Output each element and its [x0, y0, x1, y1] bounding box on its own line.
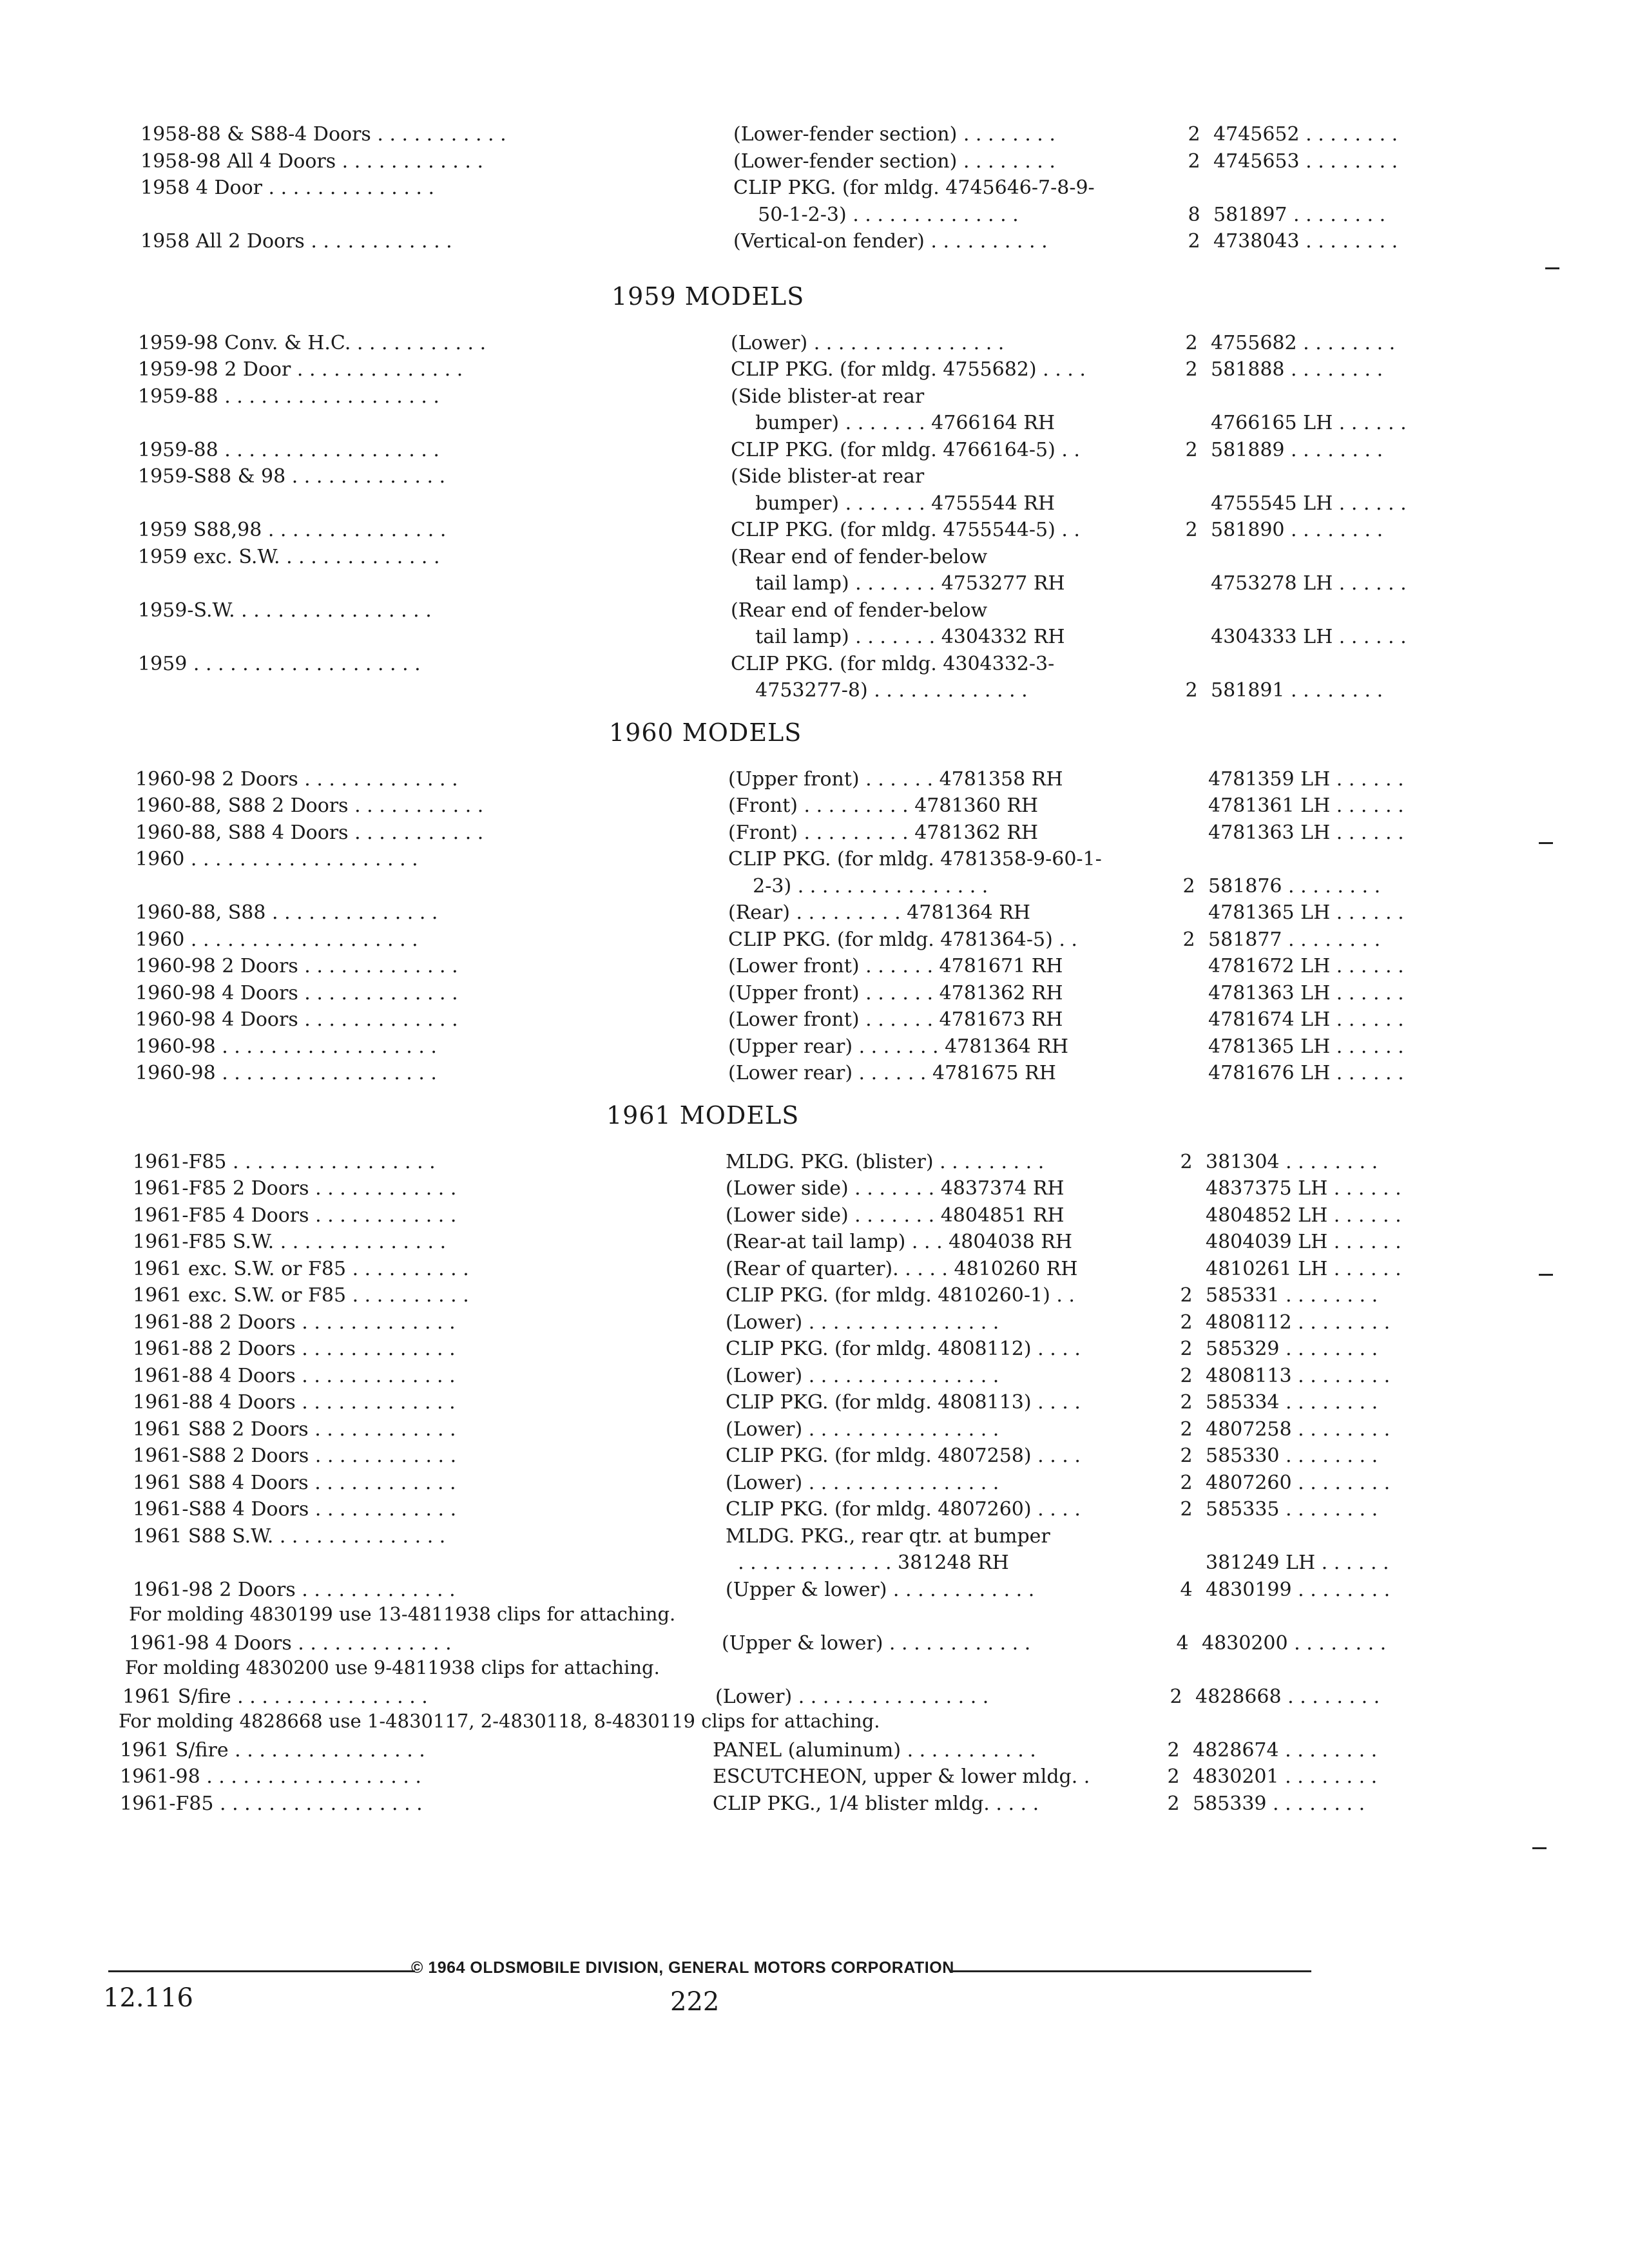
quantity-cell: 2: [1180, 1391, 1193, 1414]
parts-row: [138, 544, 1629, 571]
parts-row: [133, 1389, 1629, 1416]
description-cell: 2-3) . . . . . . . . . . . . . . . .: [728, 875, 988, 898]
parts-row: [135, 820, 1629, 847]
parts-row: [133, 1496, 1629, 1523]
part-number-cell: 4828668 . . . . . . . .: [1195, 1686, 1380, 1708]
part-number-cell: 4808112 . . . . . . . .: [1206, 1311, 1391, 1334]
model-year-cell: 1959-88 . . . . . . . . . . . . . . . . . .: [138, 385, 439, 408]
parts-row: [140, 148, 1629, 175]
description-cell: CLIP PKG. (for mldg. 4766164-5) . .: [731, 439, 1080, 461]
model-year-cell: 1960 . . . . . . . . . . . . . . . . . . .: [135, 928, 418, 951]
description-cell: . . . . . . . . . . . . . 381248 RH: [726, 1552, 1009, 1574]
description-cell: (Lower-fender section) . . . . . . . .: [733, 150, 1055, 173]
part-number-cell: 4781674 LH . . . . . .: [1208, 1008, 1404, 1031]
description-cell: bumper) . . . . . . . 4766164 RH: [731, 412, 1055, 434]
parts-row: [140, 202, 1629, 229]
quantity-cell: 2: [1188, 230, 1200, 253]
quantity-cell: 2: [1167, 1792, 1180, 1815]
description-cell: (Front) . . . . . . . . . 4781360 RH: [728, 794, 1039, 817]
part-number-cell: 581888 . . . . . . . .: [1211, 358, 1383, 381]
parts-row: [133, 1443, 1629, 1470]
parts-row: [138, 624, 1629, 651]
description-cell: (Upper & lower) . . . . . . . . . . . .: [726, 1579, 1035, 1601]
model-year-cell: 1960-98 . . . . . . . . . . . . . . . . . .: [135, 1062, 437, 1084]
model-year-cell: 1961 S88 4 Doors . . . . . . . . . . . .: [133, 1472, 456, 1494]
quantity-cell: 2: [1167, 1765, 1180, 1788]
model-year-cell: 1961 S88 2 Doors . . . . . . . . . . . .: [133, 1418, 456, 1441]
model-year-cell: 1958 All 2 Doors . . . . . . . . . . . .: [140, 230, 452, 253]
description-cell: (Rear) . . . . . . . . . 4781364 RH: [728, 901, 1031, 924]
description-cell: (Vertical-on fender) . . . . . . . . . .: [733, 230, 1048, 253]
model-year-cell: 1961 S/fire . . . . . . . . . . . . . . . .: [120, 1739, 425, 1762]
parts-row: [133, 1149, 1629, 1176]
part-number-cell: 4745653 . . . . . . . .: [1213, 150, 1398, 173]
parts-row: [135, 846, 1629, 873]
description-cell: (Front) . . . . . . . . . 4781362 RH: [728, 822, 1039, 844]
parts-row: [138, 490, 1629, 517]
model-year-cell: 1960-98 2 Doors . . . . . . . . . . . . .: [135, 768, 458, 791]
description-cell: (Lower side) . . . . . . . 4804851 RH: [726, 1204, 1065, 1227]
parts-row: [133, 1309, 1629, 1336]
description-cell: bumper) . . . . . . . 4755544 RH: [731, 492, 1055, 515]
description-cell: (Lower) . . . . . . . . . . . . . . . .: [726, 1311, 999, 1334]
part-number-cell: 581877 . . . . . . . .: [1208, 928, 1381, 951]
part-number-cell: 4781361 LH . . . . . .: [1208, 794, 1404, 817]
quantity-cell: 2: [1180, 1311, 1193, 1334]
quantity-cell: 2: [1170, 1686, 1182, 1708]
model-year-cell: 1961 S/fire . . . . . . . . . . . . . . . .: [122, 1686, 428, 1708]
parts-row: [138, 597, 1629, 624]
part-number-cell: 581897 . . . . . . . .: [1213, 204, 1386, 226]
model-year-cell: 1961-98 2 Doors . . . . . . . . . . . . .: [133, 1579, 456, 1601]
parts-row: [135, 766, 1629, 793]
parts-row: [140, 121, 1629, 148]
parts-row: [120, 1763, 1629, 1791]
description-cell: CLIP PKG. (for mldg. 4807260) . . . .: [726, 1498, 1081, 1521]
model-year-cell: 1960-98 . . . . . . . . . . . . . . . . . .: [135, 1035, 437, 1058]
description-cell: CLIP PKG. (for mldg. 4807258) . . . .: [726, 1445, 1081, 1467]
part-number-cell: 4810261 LH . . . . . .: [1206, 1258, 1402, 1280]
parts-row: [120, 1791, 1629, 1818]
description-cell: 4753277-8) . . . . . . . . . . . . .: [731, 679, 1028, 702]
description-cell: (Side blister-at rear: [731, 385, 925, 408]
attaching-note: For molding 4830200 use 9-4811938 clips for attaching.: [125, 1657, 660, 1678]
part-number-cell: 381249 LH . . . . . .: [1206, 1552, 1389, 1574]
quantity-cell: 2: [1180, 1445, 1193, 1467]
description-cell: (Upper front) . . . . . . 4781358 RH: [728, 768, 1063, 791]
description-cell: MLDG. PKG., rear qtr. at bumper: [726, 1525, 1050, 1548]
margin-mark: [1532, 1847, 1547, 1849]
model-year-cell: 1960-88, S88 2 Doors . . . . . . . . . . .: [135, 794, 484, 817]
description-cell: CLIP PKG. (for mldg. 4781358-9-60-1-: [728, 848, 1102, 870]
description-cell: CLIP PKG. (for mldg. 4745646-7-8-9-: [733, 177, 1095, 199]
description-cell: (Lower front) . . . . . . 4781673 RH: [728, 1008, 1063, 1031]
part-number-cell: 4808113 . . . . . . . .: [1206, 1365, 1391, 1387]
part-number-cell: 4807260 . . . . . . . .: [1206, 1472, 1391, 1494]
part-number-cell: 4804852 LH . . . . . .: [1206, 1204, 1402, 1227]
parts-row: [133, 1550, 1629, 1577]
parts-row: [135, 980, 1629, 1007]
part-number-cell: 4755545 LH . . . . . .: [1211, 492, 1407, 515]
model-year-cell: 1961-98 . . . . . . . . . . . . . . . . . .: [120, 1765, 421, 1788]
parts-row: [135, 927, 1629, 954]
model-year-cell: 1961 exc. S.W. or F85 . . . . . . . . . .: [133, 1284, 469, 1307]
part-number-cell: 4753278 LH . . . . . .: [1211, 572, 1407, 595]
quantity-cell: 2: [1167, 1739, 1180, 1762]
model-year-cell: 1958-88 & S88-4 Doors . . . . . . . . . . .: [140, 123, 506, 146]
model-year-cell: 1959-88 . . . . . . . . . . . . . . . . . .: [138, 439, 439, 461]
footer-rule-left: [108, 1970, 415, 1972]
quantity-cell: 2: [1180, 1418, 1193, 1441]
model-year-cell: 1959 . . . . . . . . . . . . . . . . . . .: [138, 653, 421, 675]
parts-row: [138, 570, 1629, 597]
description-cell: (Lower side) . . . . . . . 4837374 RH: [726, 1177, 1065, 1200]
description-cell: (Lower rear) . . . . . . 4781675 RH: [728, 1062, 1056, 1084]
description-cell: 50-1-2-3) . . . . . . . . . . . . . .: [733, 204, 1019, 226]
quantity-cell: 8: [1188, 204, 1200, 226]
quantity-cell: 2: [1180, 1365, 1193, 1387]
model-year-cell: 1960-88, S88 . . . . . . . . . . . . . .: [135, 901, 438, 924]
description-cell: tail lamp) . . . . . . . 4304332 RH: [731, 626, 1065, 648]
model-year-cell: 1959 S88,98 . . . . . . . . . . . . . . .: [138, 519, 447, 541]
parts-row: [135, 873, 1629, 900]
model-year-cell: 1959 exc. S.W. . . . . . . . . . . . . .: [138, 546, 440, 568]
parts-row: [138, 463, 1629, 490]
model-year-cell: 1961-F85 . . . . . . . . . . . . . . . . .: [133, 1151, 436, 1173]
part-number-cell: 4830200 . . . . . . . .: [1202, 1632, 1387, 1655]
model-year-cell: 1961-88 4 Doors . . . . . . . . . . . . .: [133, 1391, 456, 1414]
parts-row: [133, 1336, 1629, 1363]
model-year-cell: 1961-S88 2 Doors . . . . . . . . . . . .: [133, 1445, 457, 1467]
parts-row: [138, 410, 1629, 437]
description-cell: (Lower) . . . . . . . . . . . . . . . .: [715, 1686, 989, 1708]
part-number-cell: 4781359 LH . . . . . .: [1208, 768, 1404, 791]
quantity-cell: 2: [1180, 1472, 1193, 1494]
footer-rule-right: [950, 1970, 1311, 1972]
model-year-cell: 1961 exc. S.W. or F85 . . . . . . . . . .: [133, 1258, 469, 1280]
description-cell: (Lower front) . . . . . . 4781671 RH: [728, 955, 1063, 977]
model-year-cell: 1960 . . . . . . . . . . . . . . . . . . .: [135, 848, 418, 870]
description-cell: ESCUTCHEON, upper & lower mldg. .: [713, 1765, 1090, 1788]
description-cell: (Upper & lower) . . . . . . . . . . . .: [722, 1632, 1031, 1655]
parts-row: [133, 1175, 1629, 1202]
model-year-cell: 1961-98 4 Doors . . . . . . . . . . . . .: [129, 1632, 452, 1655]
parts-row: [138, 651, 1629, 678]
description-cell: (Lower) . . . . . . . . . . . . . . . .: [726, 1418, 999, 1441]
parts-row: [138, 437, 1629, 464]
description-cell: (Rear end of fender-below: [731, 546, 988, 568]
quantity-cell: 2: [1188, 150, 1200, 173]
parts-row: [140, 228, 1629, 255]
quantity-cell: 2: [1185, 358, 1198, 381]
quantity-cell: 2: [1180, 1151, 1193, 1173]
description-cell: CLIP PKG., 1/4 blister mldg. . . . .: [713, 1792, 1039, 1815]
description-cell: CLIP PKG. (for mldg. 4755544-5) . .: [731, 519, 1080, 541]
parts-row: [133, 1282, 1629, 1309]
footer-copyright: © 1964 OLDSMOBILE DIVISION, GENERAL MOTORS CORPORATION: [411, 1959, 954, 1977]
parts-row: [135, 1060, 1629, 1087]
parts-row: [133, 1202, 1629, 1229]
section-heading: 1959 MODELS: [612, 282, 805, 311]
parts-row: [133, 1363, 1629, 1390]
model-year-cell: 1958 4 Door . . . . . . . . . . . . . .: [140, 177, 435, 199]
parts-row: [135, 793, 1629, 820]
part-number-cell: 585334 . . . . . . . .: [1206, 1391, 1378, 1414]
parts-row: [135, 899, 1629, 927]
parts-row: [133, 1416, 1629, 1443]
part-number-cell: 4828674 . . . . . . . .: [1193, 1739, 1378, 1762]
description-cell: (Side blister-at rear: [731, 465, 925, 488]
part-number-cell: 4781676 LH . . . . . .: [1208, 1062, 1404, 1084]
parts-row: [135, 1006, 1629, 1033]
margin-mark: [1539, 842, 1553, 844]
part-number-cell: 585331 . . . . . . . .: [1206, 1284, 1378, 1307]
quantity-cell: 2: [1180, 1498, 1193, 1521]
margin-mark: [1545, 267, 1559, 269]
model-year-cell: 1959-S88 & 98 . . . . . . . . . . . . .: [138, 465, 446, 488]
model-year-cell: 1959-98 Conv. & H.C. . . . . . . . . . . .: [138, 332, 487, 354]
parts-row: [138, 330, 1629, 357]
quantity-cell: 4: [1180, 1579, 1193, 1601]
description-cell: CLIP PKG. (for mldg. 4304332-3-: [731, 653, 1055, 675]
model-year-cell: 1961-88 4 Doors . . . . . . . . . . . . .: [133, 1365, 456, 1387]
model-year-cell: 1959-S.W. . . . . . . . . . . . . . . . .: [138, 599, 432, 622]
part-number-cell: 4766165 LH . . . . . .: [1211, 412, 1407, 434]
section-heading: 1961 MODELS: [606, 1100, 800, 1129]
description-cell: (Upper rear) . . . . . . . 4781364 RH: [728, 1035, 1068, 1058]
description-cell: CLIP PKG. (for mldg. 4781364-5) . .: [728, 928, 1077, 951]
part-number-cell: 4781365 LH . . . . . .: [1208, 1035, 1404, 1058]
model-year-cell: 1961-F85 2 Doors . . . . . . . . . . . .: [133, 1177, 457, 1200]
description-cell: PANEL (aluminum) . . . . . . . . . . .: [713, 1739, 1036, 1762]
attaching-note: For molding 4828668 use 1-4830117, 2-4830118, 8-4830119 clips for attaching.: [119, 1710, 880, 1732]
description-cell: (Rear of quarter). . . . . 4810260 RH: [726, 1258, 1078, 1280]
section-heading: 1960 MODELS: [609, 718, 802, 747]
description-cell: (Lower) . . . . . . . . . . . . . . . .: [726, 1472, 999, 1494]
part-number-cell: 585329 . . . . . . . .: [1206, 1338, 1378, 1360]
quantity-cell: 2: [1182, 928, 1195, 951]
part-number-cell: 381304 . . . . . . . .: [1206, 1151, 1378, 1173]
page-code: 12.116: [103, 1983, 193, 2013]
parts-row: [138, 517, 1629, 544]
description-cell: (Lower-fender section) . . . . . . . .: [733, 123, 1055, 146]
quantity-cell: 2: [1180, 1338, 1193, 1360]
model-year-cell: 1960-98 2 Doors . . . . . . . . . . . . .: [135, 955, 458, 977]
quantity-cell: 2: [1188, 123, 1200, 146]
parts-row: [133, 1523, 1629, 1550]
description-cell: (Rear end of fender-below: [731, 599, 988, 622]
parts-row: [135, 953, 1629, 980]
parts-row: [120, 1737, 1629, 1764]
quantity-cell: 2: [1185, 519, 1198, 541]
part-number-cell: 4807258 . . . . . . . .: [1206, 1418, 1391, 1441]
quantity-cell: 2: [1185, 439, 1198, 461]
parts-row: [138, 383, 1629, 410]
model-year-cell: 1959-98 2 Door . . . . . . . . . . . . . .: [138, 358, 463, 381]
description-cell: tail lamp) . . . . . . . 4753277 RH: [731, 572, 1065, 595]
part-number-cell: 4745652 . . . . . . . .: [1213, 123, 1398, 146]
quantity-cell: 4: [1176, 1632, 1189, 1655]
parts-row: [140, 175, 1629, 202]
part-number-cell: 4781363 LH . . . . . .: [1208, 982, 1404, 1004]
model-year-cell: 1961 S88 S.W. . . . . . . . . . . . . . .: [133, 1525, 446, 1548]
model-year-cell: 1961-F85 . . . . . . . . . . . . . . . . .: [120, 1792, 423, 1815]
parts-row: [138, 677, 1629, 704]
model-year-cell: 1961-S88 4 Doors . . . . . . . . . . . .: [133, 1498, 457, 1521]
part-number-cell: 4304333 LH . . . . . .: [1211, 626, 1407, 648]
model-year-cell: 1960-98 4 Doors . . . . . . . . . . . . .: [135, 982, 458, 1004]
quantity-cell: 2: [1185, 332, 1198, 354]
part-number-cell: 581890 . . . . . . . .: [1211, 519, 1383, 541]
quantity-cell: 2: [1180, 1284, 1193, 1307]
part-number-cell: 581889 . . . . . . . .: [1211, 439, 1383, 461]
description-cell: CLIP PKG. (for mldg. 4808112) . . . .: [726, 1338, 1081, 1360]
part-number-cell: 4755682 . . . . . . . .: [1211, 332, 1396, 354]
parts-row: [133, 1229, 1629, 1256]
parts-row: [133, 1470, 1629, 1497]
part-number-cell: 585339 . . . . . . . .: [1193, 1792, 1365, 1815]
part-number-cell: 4781363 LH . . . . . .: [1208, 822, 1404, 844]
parts-row: [133, 1256, 1629, 1283]
quantity-cell: 2: [1185, 679, 1198, 702]
parts-row: [122, 1684, 1629, 1711]
model-year-cell: 1961-88 2 Doors . . . . . . . . . . . . .: [133, 1311, 456, 1334]
model-year-cell: 1961-88 2 Doors . . . . . . . . . . . . .: [133, 1338, 456, 1360]
part-number-cell: 4830199 . . . . . . . .: [1206, 1579, 1391, 1601]
part-number-cell: 585330 . . . . . . . .: [1206, 1445, 1378, 1467]
model-year-cell: 1961-F85 S.W. . . . . . . . . . . . . . .: [133, 1231, 447, 1253]
description-cell: MLDG. PKG. (blister) . . . . . . . . .: [726, 1151, 1045, 1173]
parts-row: [138, 356, 1629, 383]
part-number-cell: 4830201 . . . . . . . .: [1193, 1765, 1378, 1788]
part-number-cell: 4738043 . . . . . . . .: [1213, 230, 1398, 253]
parts-row: [133, 1577, 1629, 1604]
parts-row: [129, 1630, 1629, 1657]
part-number-cell: 585335 . . . . . . . .: [1206, 1498, 1378, 1521]
part-number-cell: 581876 . . . . . . . .: [1208, 875, 1381, 898]
quantity-cell: 2: [1182, 875, 1195, 898]
description-cell: (Rear-at tail lamp) . . . 4804038 RH: [726, 1231, 1073, 1253]
part-number-cell: 4781672 LH . . . . . .: [1208, 955, 1404, 977]
part-number-cell: 581891 . . . . . . . .: [1211, 679, 1383, 702]
margin-mark: [1539, 1274, 1553, 1276]
description-cell: (Upper front) . . . . . . 4781362 RH: [728, 982, 1063, 1004]
model-year-cell: 1961-F85 4 Doors . . . . . . . . . . . .: [133, 1204, 457, 1227]
model-year-cell: 1958-98 All 4 Doors . . . . . . . . . . . .: [140, 150, 483, 173]
description-cell: CLIP PKG. (for mldg. 4810260-1) . .: [726, 1284, 1075, 1307]
parts-row: [135, 1033, 1629, 1061]
part-number-cell: 4804039 LH . . . . . .: [1206, 1231, 1402, 1253]
model-year-cell: 1960-88, S88 4 Doors . . . . . . . . . . .: [135, 822, 484, 844]
part-number-cell: 4837375 LH . . . . . .: [1206, 1177, 1402, 1200]
description-cell: (Lower) . . . . . . . . . . . . . . . .: [726, 1365, 999, 1387]
part-number-cell: 4781365 LH . . . . . .: [1208, 901, 1404, 924]
attaching-note: For molding 4830199 use 13-4811938 clips for attaching.: [129, 1603, 676, 1625]
description-cell: CLIP PKG. (for mldg. 4808113) . . . .: [726, 1391, 1081, 1414]
description-cell: (Lower) . . . . . . . . . . . . . . . .: [731, 332, 1005, 354]
model-year-cell: 1960-98 4 Doors . . . . . . . . . . . . .: [135, 1008, 458, 1031]
page-number: 222: [670, 1987, 720, 2017]
description-cell: CLIP PKG. (for mldg. 4755682) . . . .: [731, 358, 1086, 381]
